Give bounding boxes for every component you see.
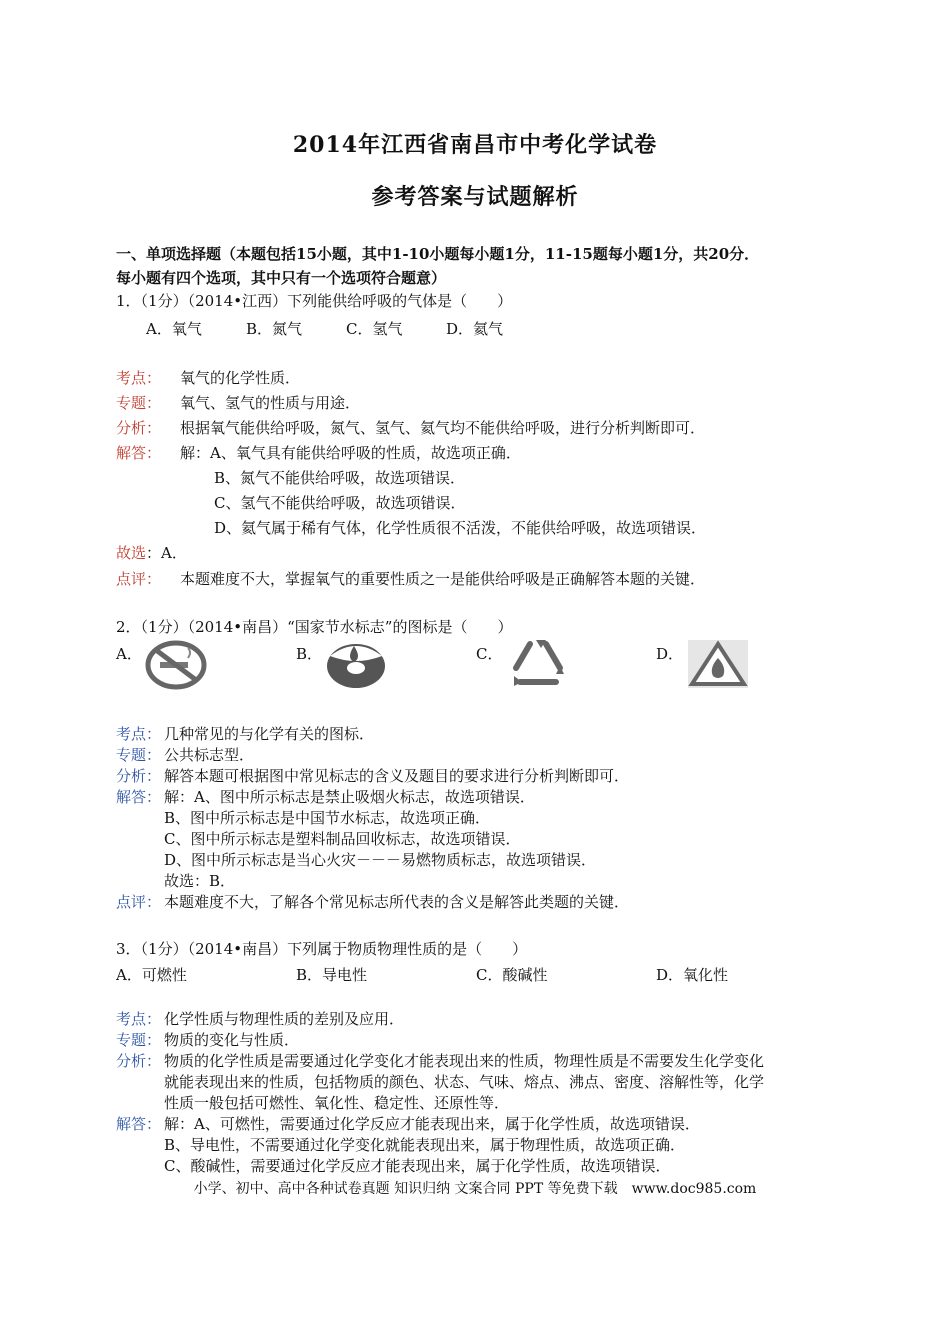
q3-option-a: A．可燃性	[116, 966, 187, 984]
q2-stem: 2．（1分）（2014•南昌）“国家节水标志”的图标是（ ）	[116, 618, 513, 636]
q3-jieda-label: 解答：	[116, 1115, 162, 1133]
q3-zhuanti: 物质的变化与性质．	[164, 1031, 300, 1049]
no-smoking-icon	[144, 640, 208, 690]
q1-option-a: A．氧气	[146, 320, 202, 338]
q2-jieda-label: 解答：	[116, 788, 162, 806]
q2-dianping: 本题难度不大，了解各个常见标志所代表的含义是解答此类题的关键．	[164, 893, 630, 911]
page-subtitle: 参考答案与试题解析	[371, 184, 579, 210]
q1-jieda-line: C、氢气不能供给呼吸，故选项错误．	[214, 494, 466, 512]
q2-fenxi-label: 分析：	[116, 767, 162, 785]
q1-guxuan-label: 故选	[116, 544, 147, 562]
q3-option-c: C．酸碱性	[476, 966, 548, 984]
q3-option-d: D．氧化性	[656, 966, 729, 984]
q3-kaodian-label: 考点：	[116, 1010, 162, 1028]
q1-option-c: C．氢气	[346, 320, 403, 338]
q1-guxuan: ：A．	[146, 544, 187, 562]
q1-fenxi-label: 分析：	[116, 419, 162, 437]
q1-jieda-line: 解：A、氧气具有能供给呼吸的性质，故选项正确．	[180, 444, 521, 462]
q3-option-b: B．导电性	[296, 966, 368, 984]
q1-jieda-line: D、氦气属于稀有气体，化学性质很不活泼，不能供给呼吸，故选项错误．	[214, 519, 707, 537]
q1-jieda-label: 解答：	[116, 444, 162, 462]
q1-stem: 1．（1分）（2014•江西）下列能供给呼吸的气体是（ ）	[116, 292, 513, 310]
q3-jieda-line: B、导电性，不需要通过化学变化就能表现出来，属于物理性质，故选项正确．	[164, 1136, 686, 1154]
q2-jieda-line: B、图中所示标志是中国节水标志，故选项正确．	[164, 809, 491, 827]
q2-jieda-line: D、图中所示标志是当心火灾－－－易燃物质标志，故选项错误．	[164, 851, 597, 869]
page-footer: 小学、初中、高中各种试卷真题 知识归纳 文案合同 PPT 等免费下载 www.doc985.com	[193, 1181, 757, 1197]
page-title: 2014年江西省南昌市中考化学试卷	[292, 132, 658, 158]
q2-option-d: D．	[656, 645, 684, 663]
q1-jieda-line: B、氮气不能供给呼吸，故选项错误．	[214, 469, 466, 487]
q1-answer	[116, 543, 187, 563]
q3-zhuanti-label: 专题：	[116, 1031, 162, 1049]
q2-jieda-line: 解：A、图中所示标志是禁止吸烟火标志，故选项错误．	[164, 788, 535, 806]
q1-option-d: D．氦气	[446, 320, 504, 338]
q3-fenxi-label: 分析：	[116, 1052, 162, 1070]
q2-jieda-line: C、图中所示标志是塑料制品回收标志，故选项错误．	[164, 830, 521, 848]
q3-stem: 3．（1分）（2014•南昌）下列属于物质物理性质的是（ ）	[116, 940, 528, 958]
q2-jieda-line: 故选：B．	[164, 872, 236, 890]
q2-option-a: A．	[116, 645, 142, 663]
water-saving-icon	[324, 638, 388, 690]
q1-dianping-label: 点评：	[116, 570, 162, 588]
q1-zhuanti-label: 专题：	[116, 394, 162, 412]
q2-option-c: C．	[476, 645, 503, 663]
q1-kaodian-label: 考点：	[116, 369, 162, 387]
q3-jieda-line: 解：A、可燃性，需要通过化学反应才能表现出来，属于化学性质，故选项错误．	[164, 1115, 700, 1133]
recycle-icon	[506, 636, 570, 692]
q2-option-b: B．	[296, 645, 323, 663]
q2-fenxi: 解答本题可根据图中常见标志的含义及题目的要求进行分析判断即可．	[164, 767, 630, 785]
q1-fenxi: 根据氧气能供给呼吸，氮气、氢气、氦气均不能供给呼吸，进行分析判断即可．	[180, 419, 706, 437]
q2-zhuanti: 公共标志型．	[164, 746, 255, 764]
q3-jieda-line: C、酸碱性，需要通过化学反应才能表现出来，属于化学性质，故选项错误．	[164, 1157, 671, 1175]
q3-fenxi-line: 性质一般包括可燃性、氧化性、稳定性、还原性等．	[164, 1094, 510, 1112]
q2-zhuanti-label: 专题：	[116, 746, 162, 764]
section-heading-line2: 每小题有四个选项，其中只有一个选项符合题意）	[116, 269, 447, 287]
q2-dianping-label: 点评：	[116, 893, 162, 911]
q3-fenxi-line: 物质的化学性质是需要通过化学变化才能表现出来的性质，物理性质是不需要发生化学变化	[164, 1052, 765, 1070]
q1-kaodian: 氧气的化学性质．	[180, 369, 301, 387]
q3-fenxi-line: 就能表现出来的性质，包括物质的颜色、状态、气味、熔点、沸点、密度、溶解性等，化学	[164, 1073, 765, 1091]
flammable-warning-icon	[686, 638, 750, 690]
q3-kaodian: 化学性质与物理性质的差别及应用．	[164, 1010, 405, 1028]
q2-kaodian-label: 考点：	[116, 725, 162, 743]
section-heading-line1: 一、单项选择题（本题包括15小题，其中1-10小题每小题1分，11-15题每小题1分，共20分．	[116, 245, 760, 263]
q1-dianping: 本题难度不大，掌握氧气的重要性质之一是能供给呼吸是正确解答本题的关键．	[180, 570, 706, 588]
q2-kaodian: 几种常见的与化学有关的图标．	[164, 725, 375, 743]
q1-zhuanti: 氧气、氢气的性质与用途．	[180, 394, 361, 412]
q1-option-b: B．氮气	[246, 320, 303, 338]
